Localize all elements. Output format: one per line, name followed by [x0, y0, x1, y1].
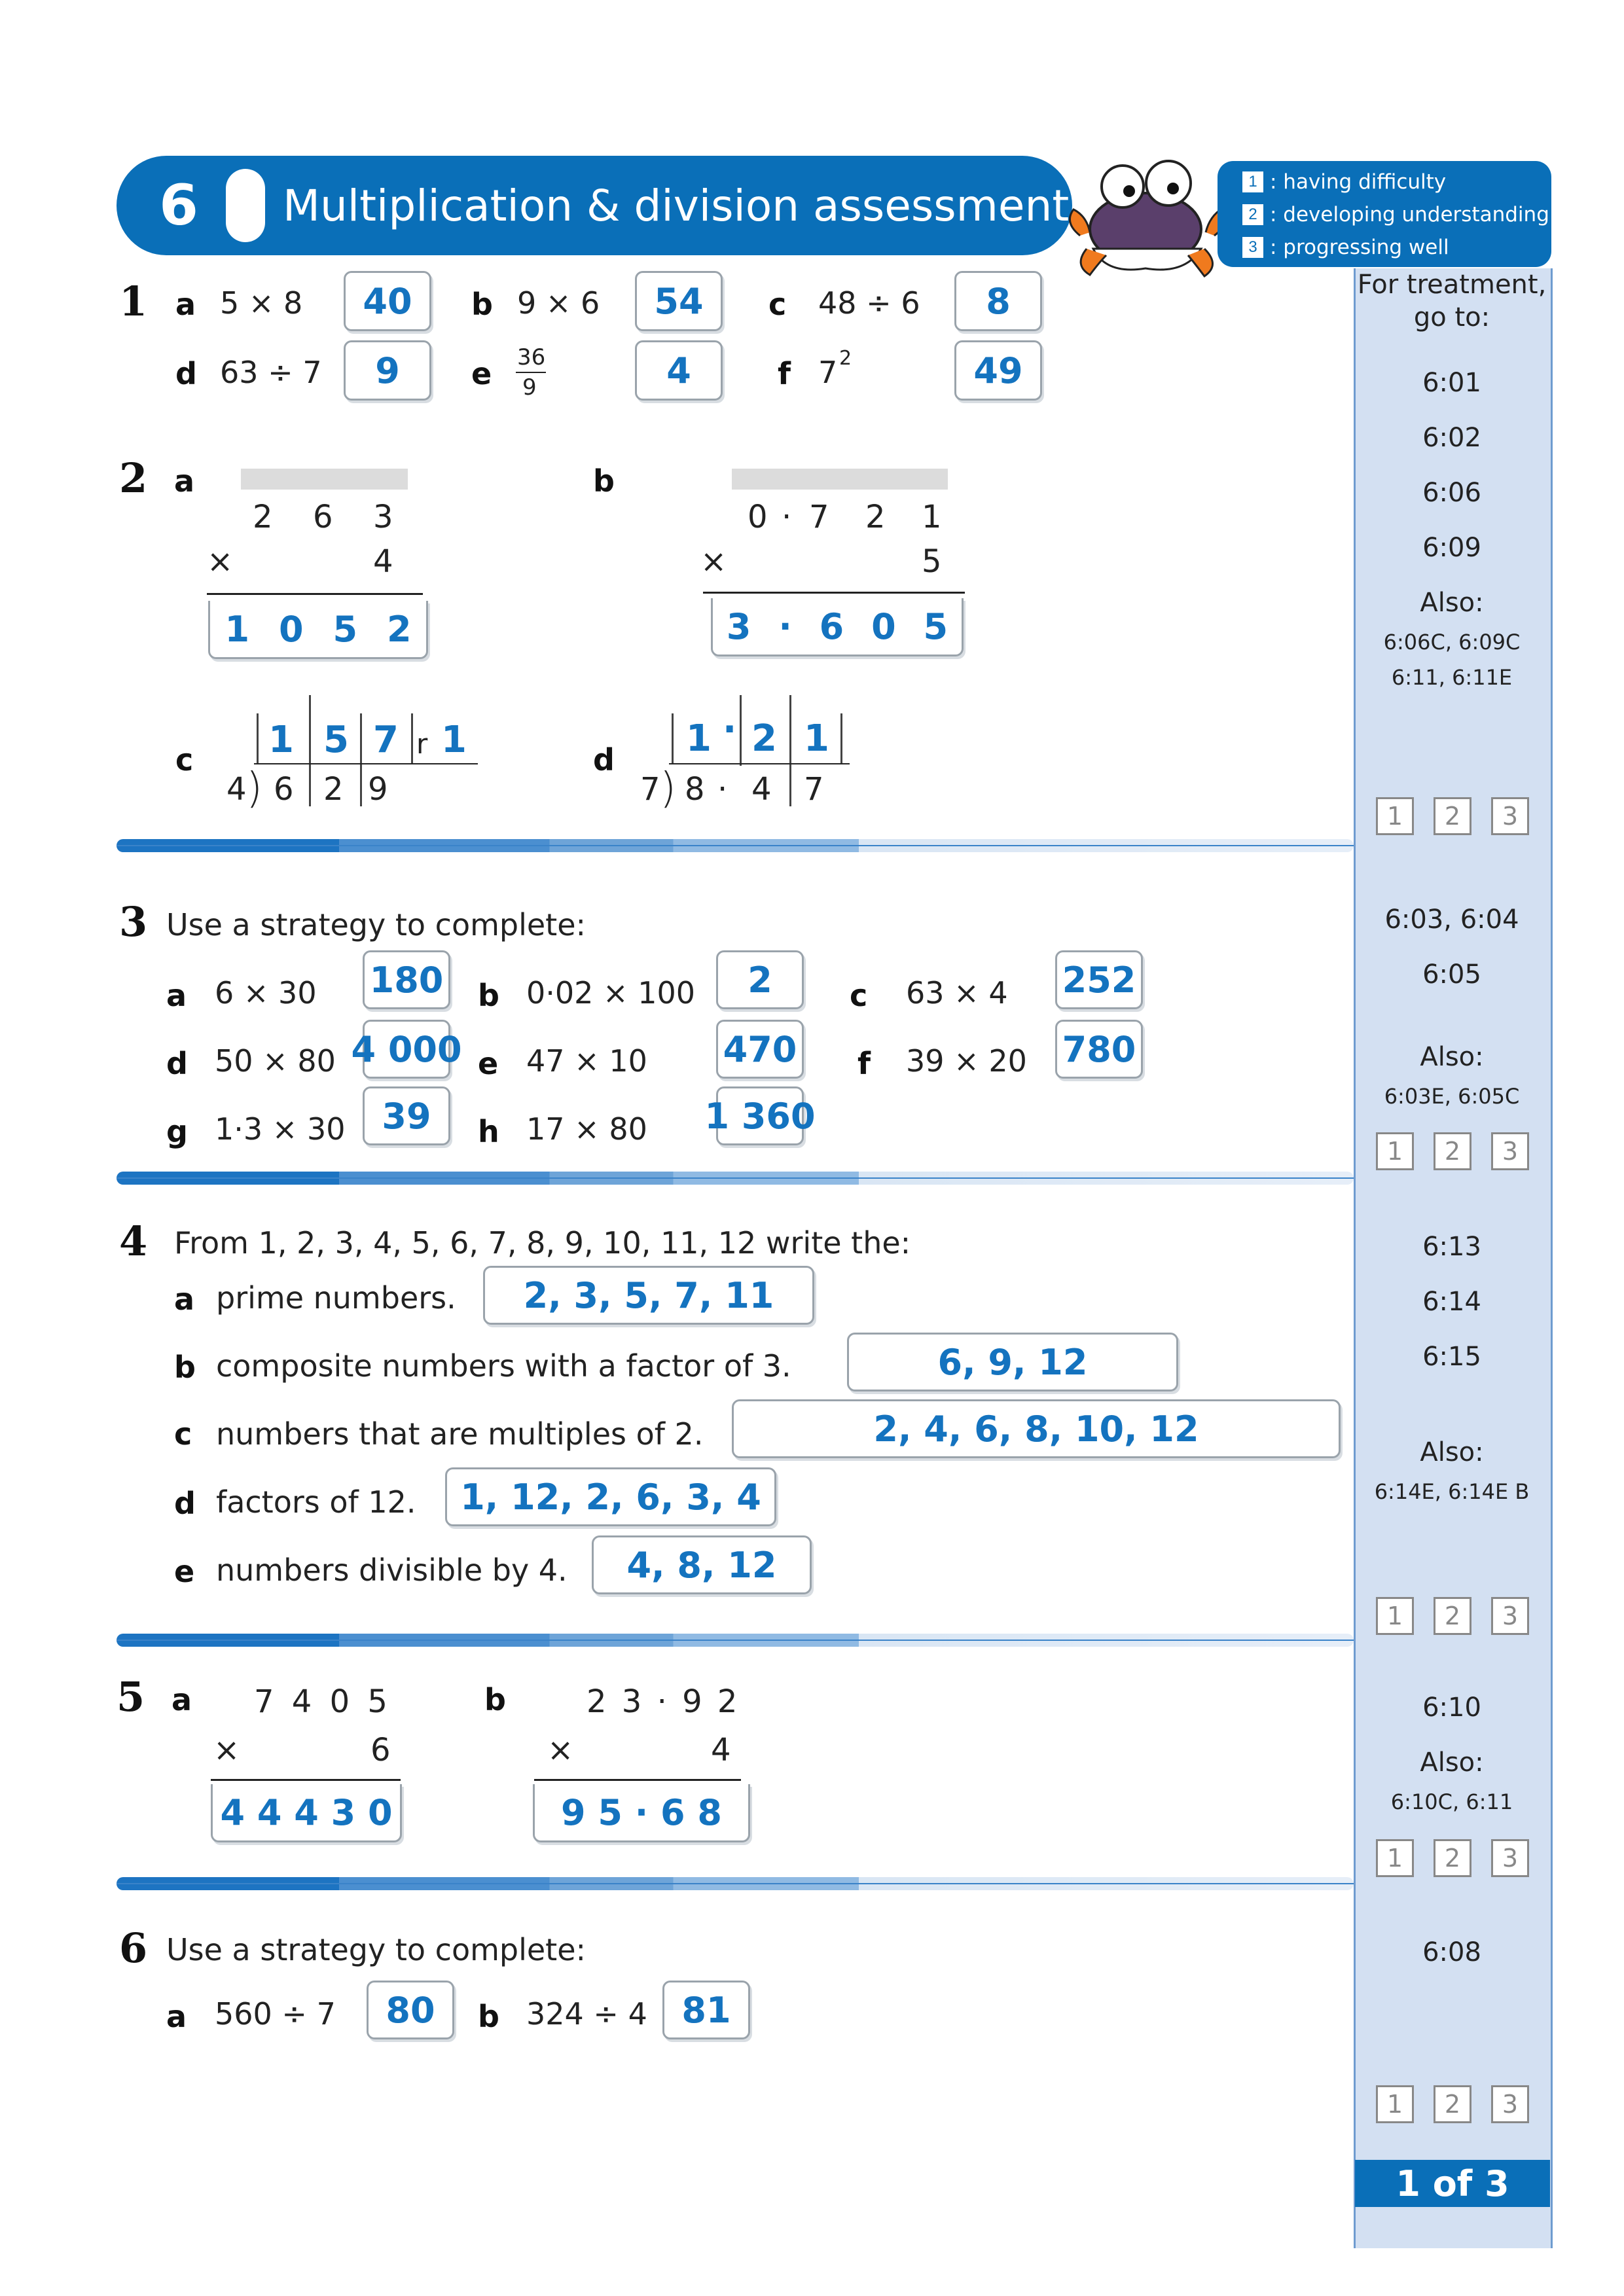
item-label: c: [850, 978, 868, 1013]
sum-rule: [534, 1779, 741, 1781]
treatment-ref: 6:08: [1422, 1937, 1481, 1967]
item-label: a: [171, 1682, 192, 1717]
column-line: [789, 695, 791, 806]
rating-3-box[interactable]: 3: [1491, 1839, 1529, 1877]
answer-box[interactable]: 4 000: [363, 1020, 450, 1079]
legend-row: [1242, 170, 1446, 194]
column-line: [740, 695, 742, 766]
question-prompt: Use a strategy to complete:: [166, 1932, 586, 1967]
treatment-ref: 6:01: [1422, 368, 1481, 398]
legend-row: [1242, 203, 1549, 226]
item-label: d: [166, 1046, 188, 1081]
remainder-digit: 1: [441, 719, 467, 761]
quotient-digit: 1: [268, 719, 294, 761]
rating-3-box[interactable]: 3: [1491, 1597, 1529, 1635]
multiplicand: 7 4 0 5: [254, 1683, 391, 1720]
item-expression: 48 ÷ 6: [818, 285, 920, 321]
answer-box[interactable]: 40: [344, 271, 431, 331]
rating-boxes[interactable]: [1376, 1132, 1529, 1170]
item-label: b: [478, 978, 499, 1013]
dividend-point: ·: [717, 771, 728, 808]
column-line: [309, 695, 311, 806]
dividend-digit: 4: [751, 771, 772, 808]
box-line: [840, 713, 842, 763]
answer-box[interactable]: 2, 3, 5, 7, 11: [483, 1266, 814, 1325]
answer-box[interactable]: 2: [716, 950, 804, 1009]
answer-box[interactable]: 4 4 4 3 0: [211, 1784, 402, 1842]
multiplicand: 2 3 · 9 2: [586, 1683, 740, 1720]
answer-box[interactable]: 6, 9, 12: [847, 1333, 1178, 1391]
box-line: [672, 713, 674, 763]
question-number: 1: [119, 278, 148, 325]
legend-number: 2: [1242, 204, 1263, 225]
treatment-ref: 6:15: [1422, 1342, 1481, 1372]
item-expression: 1·3 × 30: [215, 1111, 346, 1147]
answer-box[interactable]: 39: [363, 1086, 450, 1145]
rating-2-box[interactable]: 2: [1434, 1132, 1471, 1170]
item-expression: 324 ÷ 4: [526, 1996, 647, 2032]
legend-key: [1218, 161, 1551, 267]
item-expression: 39 × 20: [906, 1043, 1027, 1079]
digit: 5: [922, 543, 942, 580]
answer-digit: 0: [278, 608, 304, 650]
item-label: a: [166, 978, 187, 1013]
answer-box[interactable]: [208, 601, 428, 659]
answer-box[interactable]: 81: [662, 1981, 750, 2039]
item-text: prime numbers.: [216, 1280, 456, 1316]
answer-digit: 2: [386, 608, 412, 650]
item-label: b: [471, 287, 493, 322]
question-number: 4: [119, 1217, 148, 1265]
treatment-ref: 6:03, 6:04: [1384, 905, 1519, 935]
fraction-denominator: 9: [522, 374, 537, 401]
quotient-digit: 7: [373, 719, 399, 761]
rating-boxes[interactable]: [1376, 1597, 1529, 1635]
answer-box[interactable]: 780: [1055, 1020, 1143, 1079]
section-divider: [117, 1172, 1354, 1185]
question-number: 6: [119, 1924, 148, 1972]
answer-box[interactable]: 9: [344, 340, 431, 401]
item-label: a: [175, 287, 196, 322]
answer-box[interactable]: [711, 598, 964, 656]
item-expression: 9 × 6: [517, 285, 600, 321]
answer-box[interactable]: 1, 12, 2, 6, 3, 4: [445, 1467, 776, 1526]
digit: 0: [748, 499, 768, 535]
rating-boxes[interactable]: [1376, 2085, 1529, 2123]
item-label: e: [471, 356, 492, 391]
item-label: a: [174, 1282, 195, 1317]
box-line: [411, 713, 413, 763]
fraction-bar: [516, 372, 546, 373]
digit: 2: [865, 499, 886, 535]
item-label: d: [593, 742, 615, 778]
answer-box[interactable]: 1 360: [716, 1086, 804, 1145]
legend-row: [1242, 236, 1449, 259]
carry-strip: [732, 469, 948, 490]
answer-box[interactable]: 54: [635, 271, 723, 331]
rating-3-box[interactable]: 3: [1491, 797, 1529, 835]
page-title: Multiplication & division assessment: [283, 180, 1070, 231]
question-prompt: From 1, 2, 3, 4, 5, 6, 7, 8, 9, 10, 11, 12 write the:: [174, 1225, 911, 1261]
item-expression: 63 ÷ 7: [220, 355, 322, 390]
item-label: g: [166, 1114, 188, 1149]
answer-digit: 5: [333, 608, 358, 650]
also-label: Also:: [1420, 1042, 1484, 1072]
treatment-ref: 6:03E, 6:05C: [1384, 1084, 1520, 1109]
item-label: e: [174, 1554, 195, 1589]
question-prompt: Use a strategy to complete:: [166, 907, 586, 942]
rating-boxes[interactable]: [1376, 1839, 1529, 1877]
answer-box[interactable]: 4: [635, 340, 723, 401]
answer-box[interactable]: 4, 8, 12: [592, 1535, 812, 1594]
digit: ·: [782, 499, 792, 535]
digit: 4: [373, 543, 393, 580]
legend-number: 1: [1242, 171, 1263, 192]
legend-label: : having difficulty: [1270, 170, 1447, 194]
rating-2-box[interactable]: 2: [1434, 797, 1471, 835]
quotient-digit: 1: [804, 717, 829, 760]
rating-1-box[interactable]: 1: [1376, 2085, 1414, 2123]
item-label: c: [174, 1416, 192, 1452]
box-line: [257, 713, 259, 763]
answer-box[interactable]: 9 5 · 6 8: [533, 1784, 750, 1842]
divisor: 7: [640, 771, 660, 808]
also-label: Also:: [1420, 588, 1484, 618]
rating-1-box[interactable]: 1: [1376, 1839, 1414, 1877]
dividend-digit: 9: [368, 771, 388, 808]
dividend-digit: 6: [274, 771, 294, 808]
rating-1-box[interactable]: 1: [1376, 1597, 1414, 1635]
sidebar-intro: For treatment,: [1357, 270, 1547, 300]
question-number: 5: [117, 1673, 145, 1721]
treatment-ref: 6:06C, 6:09C: [1383, 630, 1521, 655]
digit: 2: [253, 499, 273, 535]
item-label: h: [478, 1114, 499, 1149]
item-expression: 560 ÷ 7: [215, 1996, 336, 2032]
item-label: b: [174, 1350, 196, 1385]
remainder-r: r: [416, 728, 428, 760]
quotient-digit: 1: [686, 717, 712, 760]
answer-box[interactable]: 8: [954, 271, 1042, 331]
answer-digit: 0: [871, 605, 896, 647]
answer-digit: 1: [225, 608, 250, 650]
legend-label: : progressing well: [1270, 236, 1449, 259]
operator: ×: [547, 1732, 574, 1768]
operator: ×: [700, 543, 727, 580]
item-label: a: [166, 1999, 187, 2034]
item-label: c: [768, 287, 787, 322]
item-expression: 50 × 80: [215, 1043, 336, 1079]
rating-3-box[interactable]: 3: [1491, 2085, 1529, 2123]
rating-boxes[interactable]: [1376, 797, 1529, 835]
sum-rule: [207, 593, 423, 595]
multiplier: 6: [370, 1732, 391, 1768]
digit: 1: [922, 499, 942, 535]
item-label: f: [857, 1046, 871, 1081]
question-number: 2: [119, 454, 148, 502]
divisor: 4: [226, 771, 247, 808]
operator: ×: [207, 543, 234, 580]
answer-digit: 6: [819, 605, 844, 647]
item-label: a: [174, 463, 195, 499]
item-label: b: [593, 463, 615, 499]
item-expression: 17 × 80: [526, 1111, 647, 1147]
rating-3-box[interactable]: 3: [1491, 1132, 1529, 1170]
legend-number: 3: [1242, 237, 1263, 258]
item-label: b: [478, 1999, 499, 2034]
unit-number: 6: [159, 173, 198, 238]
section-divider: [117, 1877, 1354, 1890]
item-text: composite numbers with a factor of 3.: [216, 1348, 791, 1384]
division-bracket: ): [246, 764, 262, 813]
division-bar: [254, 763, 478, 764]
column-line: [360, 713, 362, 806]
power-exponent: 2: [839, 347, 852, 370]
item-expression: 0·02 × 100: [526, 975, 696, 1011]
rating-2-box[interactable]: 2: [1434, 2085, 1471, 2123]
treatment-ref: 6:10C, 6:11: [1390, 1789, 1513, 1814]
treatment-ref: 6:11, 6:11E: [1391, 665, 1513, 690]
answer-box[interactable]: 2, 4, 6, 8, 10, 12: [732, 1399, 1341, 1458]
digit: 6: [313, 499, 333, 535]
treatment-ref: 6:14: [1422, 1287, 1481, 1317]
fraction-numerator: 36: [517, 344, 546, 370]
rating-1-box[interactable]: 1: [1376, 1132, 1414, 1170]
answer-box[interactable]: 49: [954, 340, 1042, 401]
item-expression: 5 × 8: [220, 285, 303, 321]
section-divider: [117, 1634, 1354, 1647]
operator: ×: [213, 1732, 240, 1768]
multiplier: 4: [711, 1732, 731, 1768]
crab-mascot-icon: [1060, 151, 1237, 281]
quotient-digit: 5: [323, 719, 349, 761]
quotient-point: ·: [723, 708, 737, 751]
carry-strip: [241, 469, 408, 490]
also-label: Also:: [1420, 1437, 1484, 1467]
item-label: e: [478, 1046, 499, 1081]
digit: 3: [373, 499, 393, 535]
item-label: d: [174, 1486, 196, 1521]
treatment-ref: 6:02: [1422, 423, 1481, 453]
item-expression: 47 × 10: [526, 1043, 647, 1079]
question-number: 3: [119, 898, 148, 946]
digit: 7: [809, 499, 829, 535]
item-label: f: [778, 356, 791, 391]
rating-1-box[interactable]: 1: [1376, 797, 1414, 835]
also-label: Also:: [1420, 1748, 1484, 1778]
sum-rule: [211, 1779, 401, 1781]
legend-label: : developing understanding: [1270, 203, 1549, 226]
dividend-digit: 2: [323, 771, 344, 808]
power-base: 7: [818, 355, 838, 390]
answer-box[interactable]: 180: [363, 950, 450, 1009]
division-bar: [669, 763, 850, 764]
item-label: c: [175, 742, 194, 778]
item-text: numbers that are multiples of 2.: [216, 1416, 704, 1452]
treatment-ref: 6:09: [1422, 533, 1481, 563]
item-text: numbers divisible by 4.: [216, 1552, 568, 1588]
sidebar-intro: go to:: [1413, 302, 1490, 332]
treatment-ref: 6:06: [1422, 478, 1481, 508]
item-expression: 63 × 4: [906, 975, 1008, 1011]
quotient-digit: 2: [751, 717, 777, 760]
answer-box[interactable]: 470: [716, 1020, 804, 1079]
page-indicator: 1 of 3: [1355, 2160, 1550, 2207]
treatment-ref: 6:13: [1422, 1232, 1481, 1262]
division-bracket: ): [660, 764, 676, 813]
rating-2-box[interactable]: 2: [1434, 1597, 1471, 1635]
header-separator: [226, 169, 265, 242]
section-divider: [117, 839, 1354, 852]
sum-rule: [703, 592, 965, 594]
dividend-digit: 7: [804, 771, 824, 808]
item-expression: 6 × 30: [215, 975, 317, 1011]
treatment-ref: 6:05: [1422, 960, 1481, 990]
answer-box[interactable]: 80: [367, 1981, 454, 2039]
item-label: b: [484, 1682, 506, 1717]
item-text: factors of 12.: [216, 1484, 416, 1520]
answer-digit: 5: [923, 605, 948, 647]
treatment-ref: 6:14E, 6:14E B: [1374, 1479, 1530, 1504]
item-label: d: [175, 356, 197, 391]
answer-box[interactable]: 252: [1055, 950, 1143, 1009]
answer-digit: ·: [778, 605, 792, 647]
dividend-digit: 8: [685, 771, 705, 808]
answer-digit: 3: [726, 605, 751, 647]
rating-2-box[interactable]: 2: [1434, 1839, 1471, 1877]
treatment-ref: 6:10: [1422, 1693, 1481, 1723]
